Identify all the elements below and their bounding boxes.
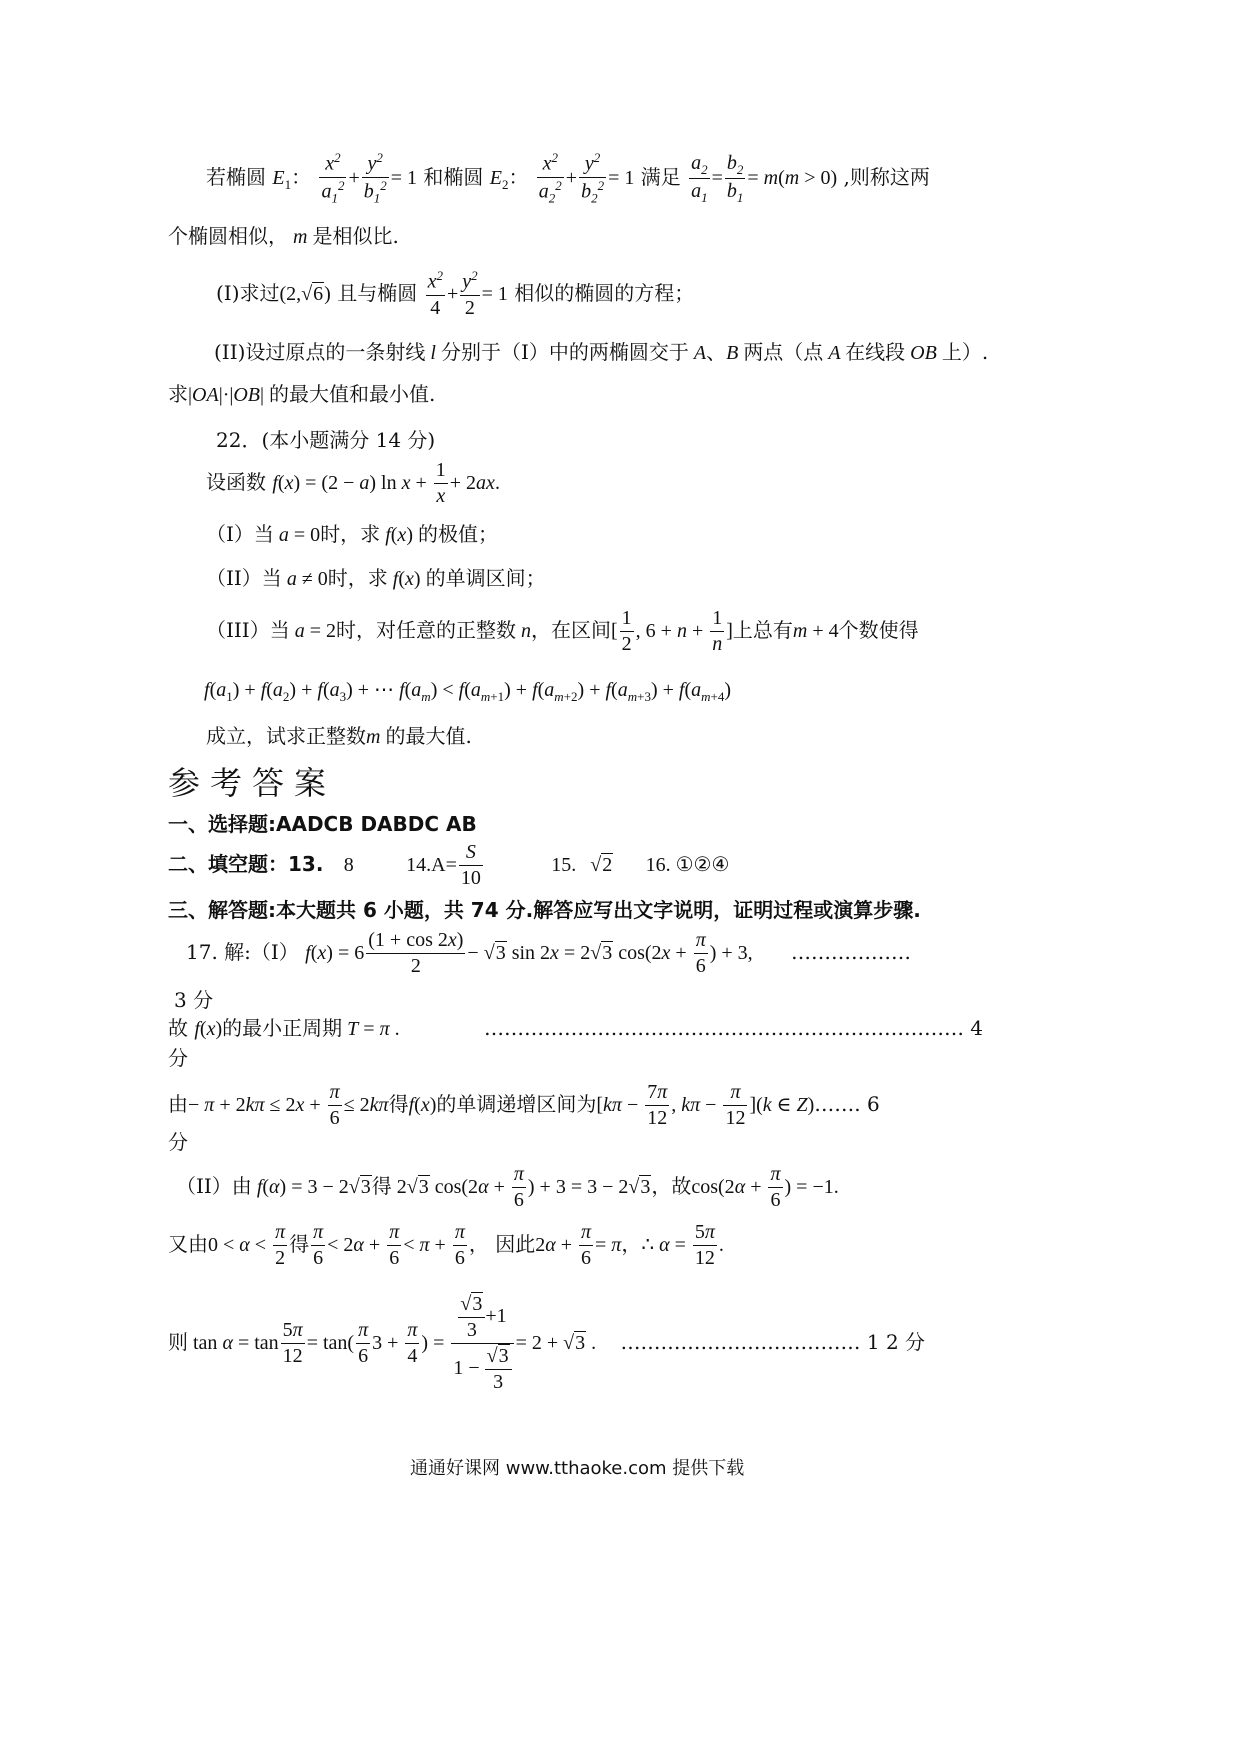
footer: 通通好课网 www.tthaoke.com 提供下载 (410, 1458, 745, 1479)
p22-part2: （II）当 a ≠ 0时，求 f(x) 的单调区间； (206, 566, 546, 590)
fill-14: 14.A= (406, 854, 457, 876)
part2-line: （II）由 f(α) = 3 − 2√3得 2√3 cos(2α + $\frac{\pi}{6}$ ) + 3 = 3 − 2√3，故cos(2α + $\frac{\pi}{6}$ ) = −1. (176, 1163, 839, 1211)
p22-def-pre: 设函数 (206, 470, 266, 494)
p21-part1-pre: (I)求过 (216, 280, 280, 305)
p22-part1-pre: （I）当 (206, 522, 274, 546)
again-pre: 又由 (168, 1232, 208, 1256)
period-dots: ……………………………………………………………… 4 (483, 1016, 984, 1040)
incr-pre: 由 (168, 1092, 188, 1116)
p21-part2-b: 分别于（I）中的两椭圆交于 (440, 340, 689, 364)
p21-part2-line2: 求|OA|·|OB| 的最大值和最小值. (168, 382, 436, 406)
p22-part2-mid: 时，求 (327, 566, 388, 590)
period-line: 故 f(x)的最小正周期 T = π . ……………………………………………………………… 4 (168, 1016, 984, 1040)
incr-dots: ……. 6 (814, 1092, 880, 1116)
p21-part2-d: 在线段 (845, 340, 906, 364)
p22-part2-pre: （II）当 (206, 566, 282, 590)
period-fen: 分 (168, 1046, 188, 1070)
again-mid2: ， 因此 (468, 1232, 536, 1256)
p22-part3-mid: 时，对任意的正整数 (335, 618, 516, 642)
incr-mid2: 的单调递增区间为 (436, 1092, 597, 1116)
p22-part1: （I）当 a = 0时，求 f(x) 的极值； (206, 522, 498, 546)
p21-part2-e: 上）. (941, 340, 989, 364)
s17-dots: ……………… (791, 940, 912, 964)
fill-label: 二、填空题：13. (168, 852, 324, 876)
s17-line: 17. 解:（I） f(x) = 6 $\frac{(1 + \cos 2x)}{2}$ − √3 sin 2x = 2√3 cos(2x + $\frac{\pi}{6}$ ) + 3, ……………… (186, 929, 912, 977)
p22-definition: 设函数 f(x) = (2 − a) ln x + $\frac{1}{x}$ + 2ax. (206, 459, 500, 507)
again-mid: 得 (289, 1232, 310, 1256)
p22-part3-mid2: ，在区间 (530, 618, 611, 642)
p22-header: 22．(本小题满分 14 分) (216, 428, 436, 452)
fill-15: 15. (551, 854, 577, 876)
p21-part2-line2-post: 的最大值和最小值. (269, 382, 436, 406)
p22-part3-post: 上总有 (732, 618, 793, 642)
p21-part2-a: (II)设过原点的一条射线 (214, 340, 426, 364)
p21-part1-post: 相似的椭圆的方程； (514, 280, 695, 305)
p21-part1: (I)求过(2,√6) 且与椭圆 $\frac{x^2}{4}$ + $\frac{y^2}{2}$ = 1 相似的椭圆的方程； (216, 268, 695, 319)
p22-conclusion-post: 的最大值. (385, 724, 472, 748)
tan-line: 则 tan α = tan $\frac{5\pi}{12}$ = tan( $\frac{\pi}{6}$ 3 + $\frac{\pi}{4}$ ) = $\frac{√3}{3}$ +1 1 − $\frac{√3}{3}$ = 2 + √3 . ……………………………… 1 2 分 (168, 1293, 926, 1393)
p2-mid: 得 (371, 1174, 392, 1198)
p22-inequality: $f(a_1) + f(a_2) + f(a_3)$ + ⋯ $f(a_m) < f(a_{m+1}) + f(a_{m+2}) + f(a_{m+3}) + f(a_{m+4})$ (204, 679, 732, 704)
p22-conclusion-pre: 成立，试求正整数 (206, 724, 366, 748)
s17-score: 3 分 (174, 988, 214, 1012)
period-mid: 的最小正周期 (222, 1016, 343, 1040)
answers-heading: 参考答案 (168, 764, 337, 802)
p22-part3: （III）当 a = 2时，对任意的正整数 n，在区间[ $\frac{1}{2}$ , 6 + n + $\frac{1}{n}$ ]上总有m + 4个数使得 (206, 607, 919, 655)
increase-line: 由− π + 2kπ ≤ 2x + $\frac{\pi}{6}$ ≤ 2kπ得f(x)的单调递增区间为[kπ − $\frac{7\pi}{12}$ , kπ − $\frac{\pi}{12}$ ](k ∈ Z)……. 6 (168, 1081, 880, 1129)
answers-solve: 三、解答题:本大题共 6 小题，共 74 分.解答应写出文字说明，证明过程或演算步骤. (168, 898, 921, 922)
p21-text-post2: ,则称这两 (843, 164, 930, 189)
p21-text-post: 满足 (640, 164, 681, 189)
p22-part3-post2: 个数使得 (838, 618, 919, 642)
answers-choice: 一、选择题:AADCB DABDC AB (168, 812, 477, 836)
p21-text-mid: 和椭圆 (423, 164, 484, 189)
p22-part1-post: 的极值； (417, 522, 498, 546)
answers-fill: 二、填空题：13. 8 14.A= $\frac{S}{10}$ 15. √2 16. ①②④ (168, 841, 730, 889)
s17-pre: 17. 解:（I） (186, 940, 299, 964)
p2-mid2: ，故 (651, 1174, 692, 1198)
p21-line2-text: 个椭圆相似， (168, 224, 288, 248)
p22-conclusion: 成立，试求正整数m 的最大值. (206, 724, 472, 748)
increase-fen: 分 (168, 1130, 188, 1154)
tan-pre: 则 (168, 1330, 188, 1354)
period-pre: 故 (168, 1016, 188, 1040)
again-mid3: ， (621, 1232, 642, 1256)
tan-dots: ……………………………… 1 2 分 (620, 1330, 926, 1354)
p21-line2-post: 是相似比. (312, 224, 399, 248)
p22-part2-post: 的单调区间； (425, 566, 546, 590)
p21-line2: 个椭圆相似， m 是相似比. (168, 224, 399, 248)
again-line: 又由0 < α < $\frac{\pi}{2}$ 得 $\frac{\pi}{6}$ < 2α + $\frac{\pi}{6}$ < π + $\frac{\pi}{6}$ ， 因此2α + $\frac{\pi}{6}$ = π，∴ α = $\frac{5\pi}{12}$ . (168, 1221, 724, 1269)
p21-part2-c: 两点（点 (743, 340, 824, 364)
p22-part3-pre: （III）当 (206, 618, 290, 642)
p22-part1-mid: 时，求 (320, 522, 381, 546)
p21-line1: 若椭圆 $E_1$： $\frac{x^2}{a_1^2}$ + $\frac{y^2}{b_1^2}$ = 1 和椭圆 $E_2$： $\frac{x^2}{a_2^2}$ + $\frac{y^2}{b_2^2}$ = 1 满足 $\frac{a_2}{a_1}$ = $\frac{b_2}{b_1}$ = m(m > 0) ,则称这两 (206, 150, 930, 206)
p21-part1-mid: 且与椭圆 (337, 280, 418, 305)
incr-mid: 得 (388, 1092, 409, 1116)
p21-part2-line2-pre: 求 (168, 382, 188, 406)
p21-part2-line1: (II)设过原点的一条射线 l 分别于（I）中的两椭圆交于 A、B 两点（点 A 在线段 OB 上）. (214, 340, 989, 364)
p2-pre: （II）由 (176, 1174, 252, 1198)
fill-16: 16. ①②④ (645, 854, 730, 876)
fill-13: 8 (343, 854, 354, 876)
p21-text: 若椭圆 (206, 164, 266, 189)
